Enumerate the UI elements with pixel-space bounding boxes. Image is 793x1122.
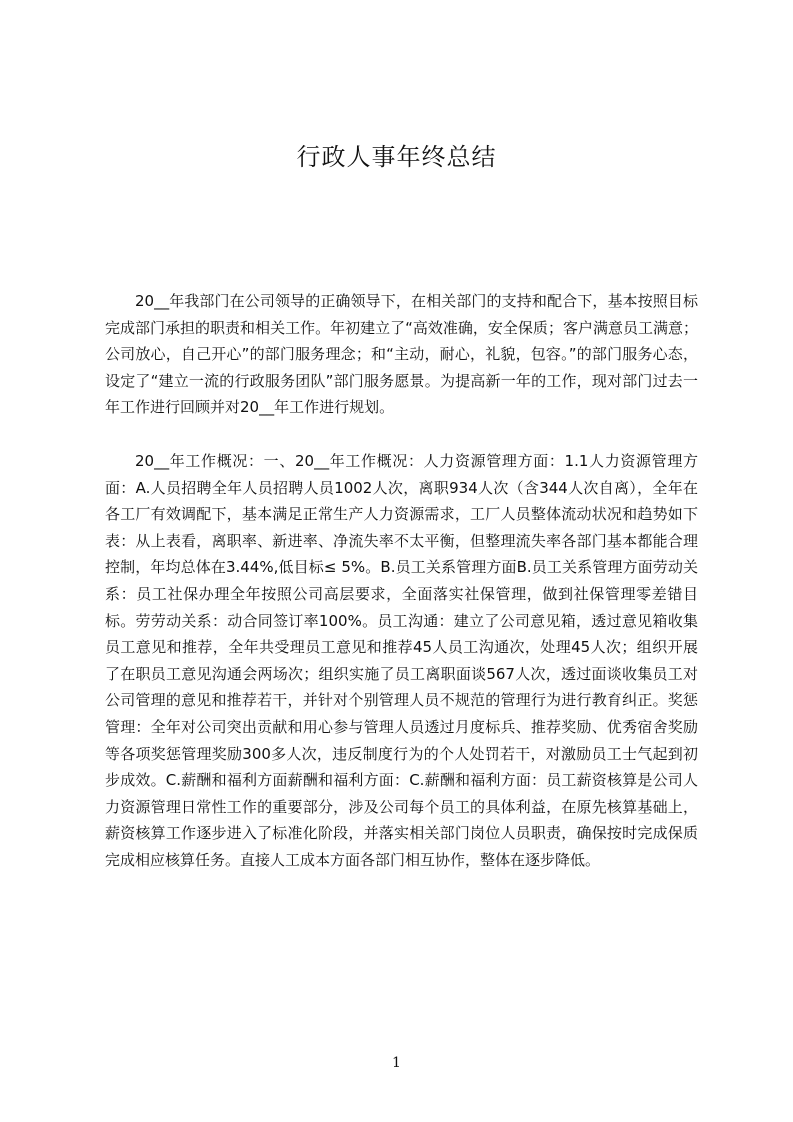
paragraph-intro: 20__年我部门在公司领导的正确领导下，在相关部门的支持和配合下，基本按照目标完成部门承担的职责和相关工作。年初建立了“高效准确，安全保质；客户满意员工满意；公司放心，自己开心”的部门服务理念；和“主动，耐心，礼貌，包容。”的部门服务心态，设定了“建立一流的行政服务团队”部门服务愿景。为提高新一年的工作，现对部门过去一年工作进行回顾并对20__年工作进行规划。 xyxy=(105,292,698,417)
page-number: 1 xyxy=(392,1055,401,1071)
paragraph-work-overview: 20__年工作概况：一、20__年工作概况：人力资源管理方面：1.1人力资源管理方面：A.人员招聘全年人员招聘人员1002人次，离职934人次（含344人次自离），全年在各工厂有效调配下，基本满足正常生产人力资源需求，工厂人员整体流动状况和趋势如下表：从上表看，离职率、新进率、净流失率不太平衡，但整理流失率各部门基本都能合理控制，年均总体在3.44%,低目标≤ 5%。B.员工关系管理方面B.员工关系管理方面劳动关系：员工社保办理全年按照公司高层要求，全面落实社保管理，做到社保管理零差错目标。劳劳动关系：动合同签订率100%。员工沟通：建立了公司意见箱，透过意见箱收集员工意见和推荐，全年共受理员工意见和推荐45人员工沟通次，处理45人次；组织开展了在职员工意见沟通会两场次；组织实施了员工离职面谈567人次，透过面谈收集员工对公司管理的意见和推荐若干，并针对个别管理人员不规范的管理行为进行教育纠正。奖惩管理：全年对公司突出贡献和用心参与管理人员透过月度标兵、推荐奖励、优秀宿舍奖励等各项奖惩管理奖励300多人次，违反制度行为的个人处罚若干，对激励员工士气起到初步成效。C.薪酬和福利方面薪酬和福利方面：C.薪酬和福利方面：员工薪资核算是公司人力资源管理日常性工作的重要部分，涉及公司每个员工的具体利益，在原先核算基础上，薪资核算工作逐步进入了标准化阶段，并落实相关部门岗位人员职责，确保按时完成保质完成相应核算任务。直接人工成本方面各部门相互协作，整体在逐步降低。 xyxy=(105,452,698,869)
document-title: 行政人事年终总结 xyxy=(296,143,497,171)
